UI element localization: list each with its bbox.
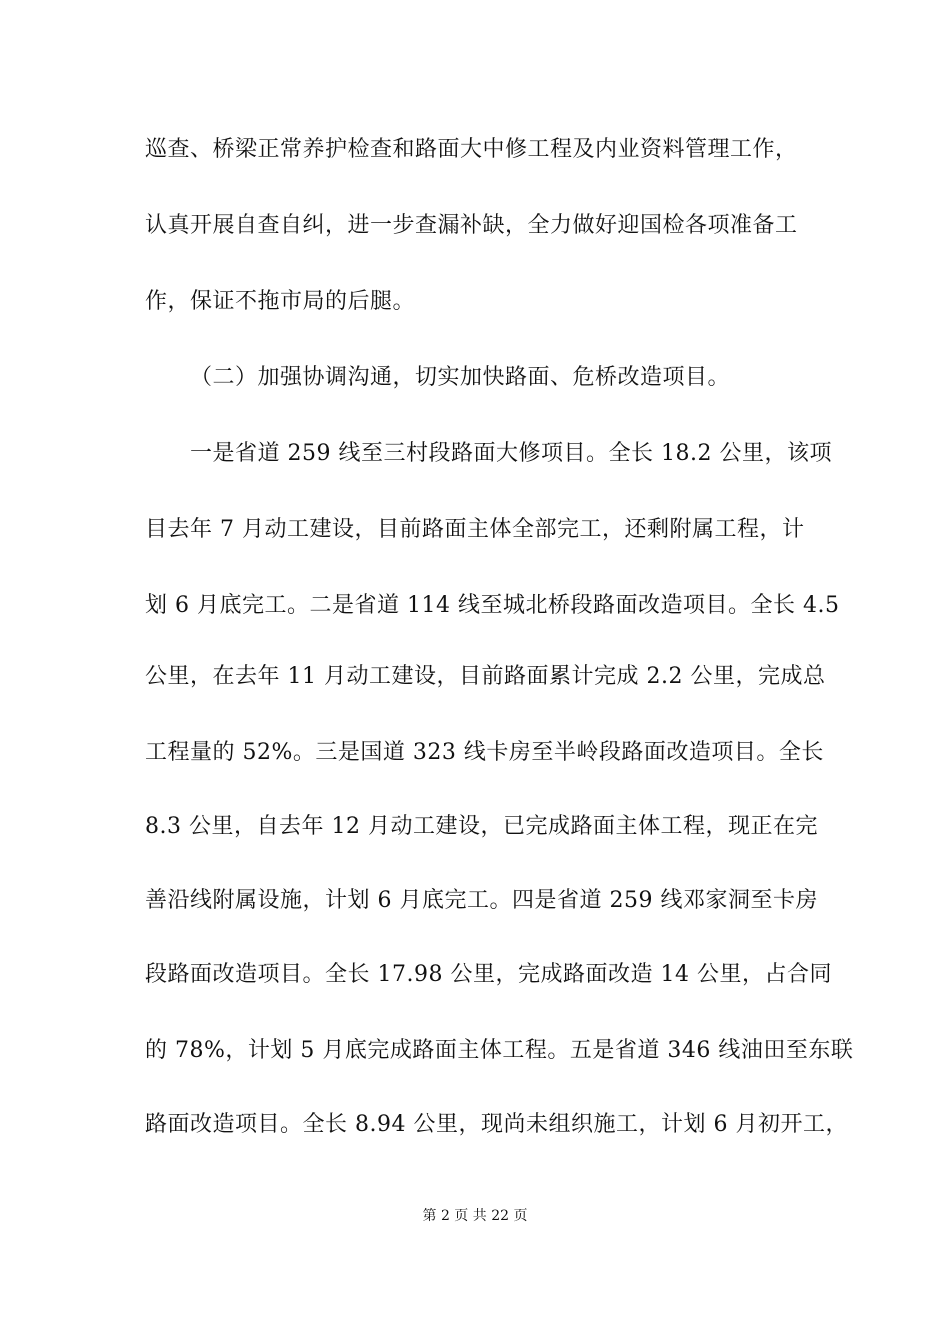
body-line-11: 善沿线附属设施，计划 6 月底完工。四是省道 259 线邓家洞至卡房 (145, 888, 818, 913)
body-line-13: 的 78%，计划 5 月底完成路面主体工程。五是省道 346 线油田至东联 (145, 1038, 854, 1063)
page-number-footer: 第 2 页 共 22 页 (422, 1208, 528, 1224)
body-line-2: 认真开展自查自纠，进一步查漏补缺，全力做好迎国检各项准备工 (145, 213, 798, 238)
body-line-5: 一是省道 259 线至三村段路面大修项目。全长 18.2 公里，该项 (190, 441, 832, 466)
body-line-1: 巡查、桥梁正常养护检查和路面大中修工程及内业资料管理工作， (145, 137, 798, 162)
section-heading: （二）加强协调沟通，切实加快路面、危桥改造项目。 (190, 365, 731, 390)
body-line-3: 作，保证不拖市局的后腿。 (145, 289, 416, 314)
body-line-10: 8.3 公里，自去年 12 月动工建设，已完成路面主体工程，现正在完 (145, 814, 818, 839)
body-line-6: 目去年 7 月动工建设，目前路面主体全部完工，还剩附属工程，计 (145, 517, 805, 542)
body-line-7: 划 6 月底完工。二是省道 114 线至城北桥段路面改造项目。全长 4.5 (145, 593, 840, 618)
body-line-8: 公里，在去年 11 月动工建设，目前路面累计完成 2.2 公里，完成总 (145, 664, 826, 689)
body-line-9: 工程量的 52%。三是国道 323 线卡房至半岭段路面改造项目。全长 (145, 740, 824, 765)
body-line-12: 段路面改造项目。全长 17.98 公里，完成路面改造 14 公里，占合同 (145, 962, 832, 987)
body-line-14: 路面改造项目。全长 8.94 公里，现尚未组织施工，计划 6 月初开工， (145, 1112, 848, 1137)
